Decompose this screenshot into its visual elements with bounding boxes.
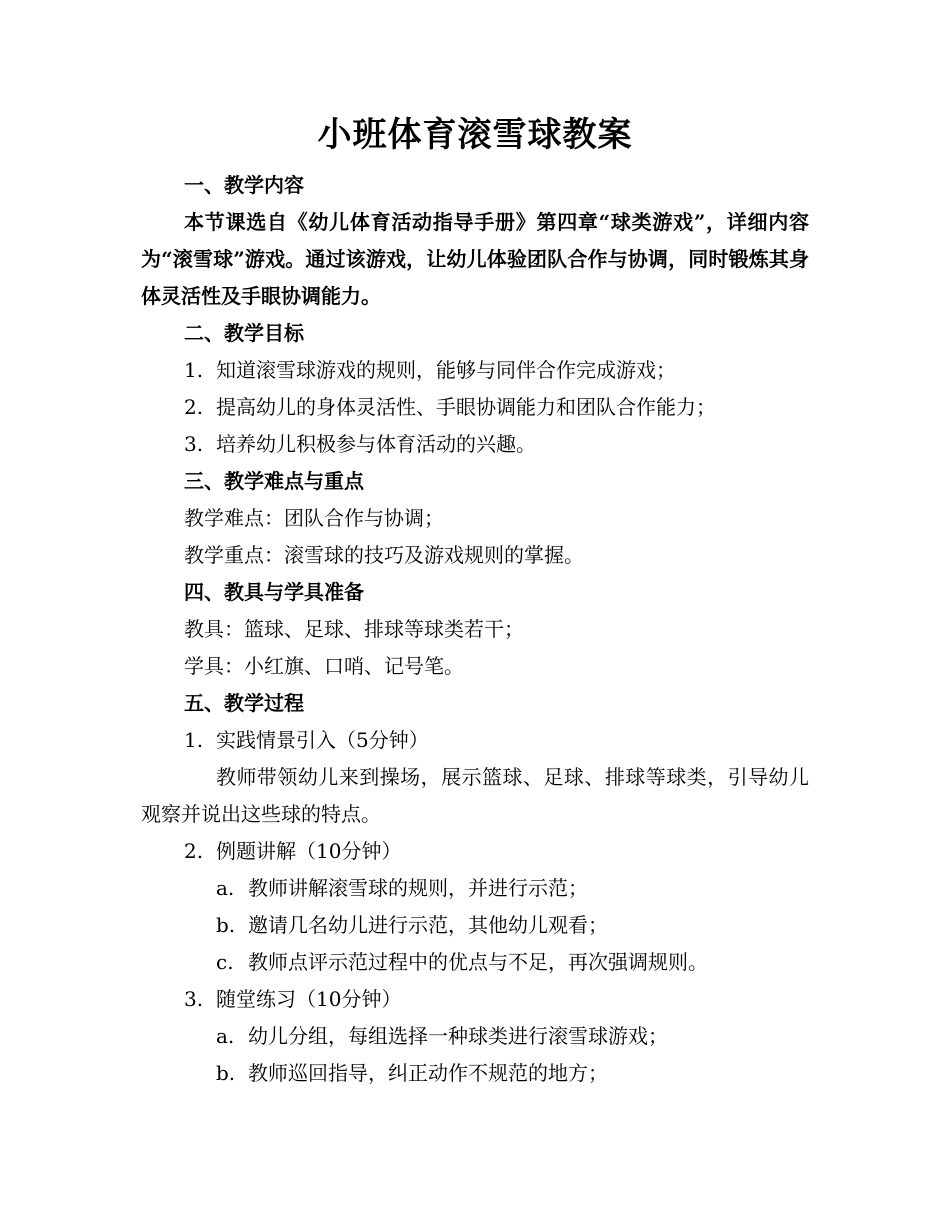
sub-step-letter: a.	[216, 1024, 235, 1048]
objective-number: 2.	[184, 395, 204, 419]
sub-step-letter: b.	[216, 913, 236, 937]
sub-step-letter: b.	[216, 1061, 236, 1085]
step-paragraph: 教师带领幼儿来到操场，展示篮球、足球、排球等球类，引导幼儿观察并说出这些球的特点。	[141, 765, 809, 826]
process-step	[141, 722, 809, 759]
sub-step	[141, 870, 809, 907]
sub-step-text: 教师讲解滚雪球的规则，并进行示范；	[248, 876, 588, 900]
sub-step-letter: c.	[216, 950, 234, 974]
teaching-tools-line: 教具：篮球、足球、排球等球类若干；	[184, 617, 524, 641]
section-heading-materials: 四、教具与学具准备	[184, 580, 364, 604]
section-heading-process: 五、教学过程	[184, 691, 304, 715]
step-title: 实践情景引入（5分钟）	[216, 728, 429, 752]
sub-step	[141, 944, 809, 981]
difficulty-line: 教学难点：团队合作与协调；	[184, 506, 444, 530]
objective-text: 知道滚雪球游戏的规则，能够与同伴合作完成游戏；	[216, 358, 676, 382]
sub-step-text: 邀请几名幼儿进行示范，其他幼儿观看；	[248, 913, 608, 937]
section-content-paragraph: 本节课选自《幼儿体育活动指导手册》第四章“球类游戏”，详细内容为“滚雪球”游戏。通过该游戏，让幼儿体验团队合作与协调，同时锻炼其身体灵活性及手眼协调能力。	[141, 210, 809, 308]
step-number: 3.	[184, 987, 204, 1011]
objective-text: 培养幼儿积极参与体育活动的兴趣。	[216, 432, 536, 456]
step-number: 2.	[184, 839, 204, 863]
sub-step-text: 教师点评示范过程中的优点与不足，再次强调规则。	[248, 950, 708, 974]
sub-step-text: 幼儿分组，每组选择一种球类进行滚雪球游戏；	[248, 1024, 668, 1048]
sub-step	[141, 907, 809, 944]
section-heading-difficulties: 三、教学难点与重点	[184, 469, 364, 493]
key-point-line: 教学重点：滚雪球的技巧及游戏规则的掌握。	[184, 543, 584, 567]
sub-step-letter: a.	[216, 876, 235, 900]
step-title: 随堂练习（10分钟）	[216, 987, 402, 1011]
objective-number: 1.	[184, 358, 204, 382]
section-heading-objectives: 二、教学目标	[184, 321, 304, 345]
process-step	[141, 981, 809, 1018]
step-number: 1.	[184, 728, 204, 752]
section-heading-content: 一、教学内容	[184, 173, 304, 197]
objective-item	[141, 426, 809, 463]
objective-number: 3.	[184, 432, 204, 456]
objective-item	[141, 389, 809, 426]
objective-item	[141, 352, 809, 389]
sub-step-text: 教师巡回指导，纠正动作不规范的地方；	[248, 1061, 608, 1085]
document-title: 小班体育滚雪球教案	[317, 115, 633, 155]
process-step	[141, 833, 809, 870]
objective-text: 提高幼儿的身体灵活性、手眼协调能力和团队合作能力；	[216, 395, 716, 419]
document-body	[141, 167, 809, 1092]
sub-step	[141, 1055, 809, 1092]
step-title: 例题讲解（10分钟）	[216, 839, 402, 863]
sub-step	[141, 1018, 809, 1055]
learning-tools-line: 学具：小红旗、口哨、记号笔。	[184, 654, 464, 678]
